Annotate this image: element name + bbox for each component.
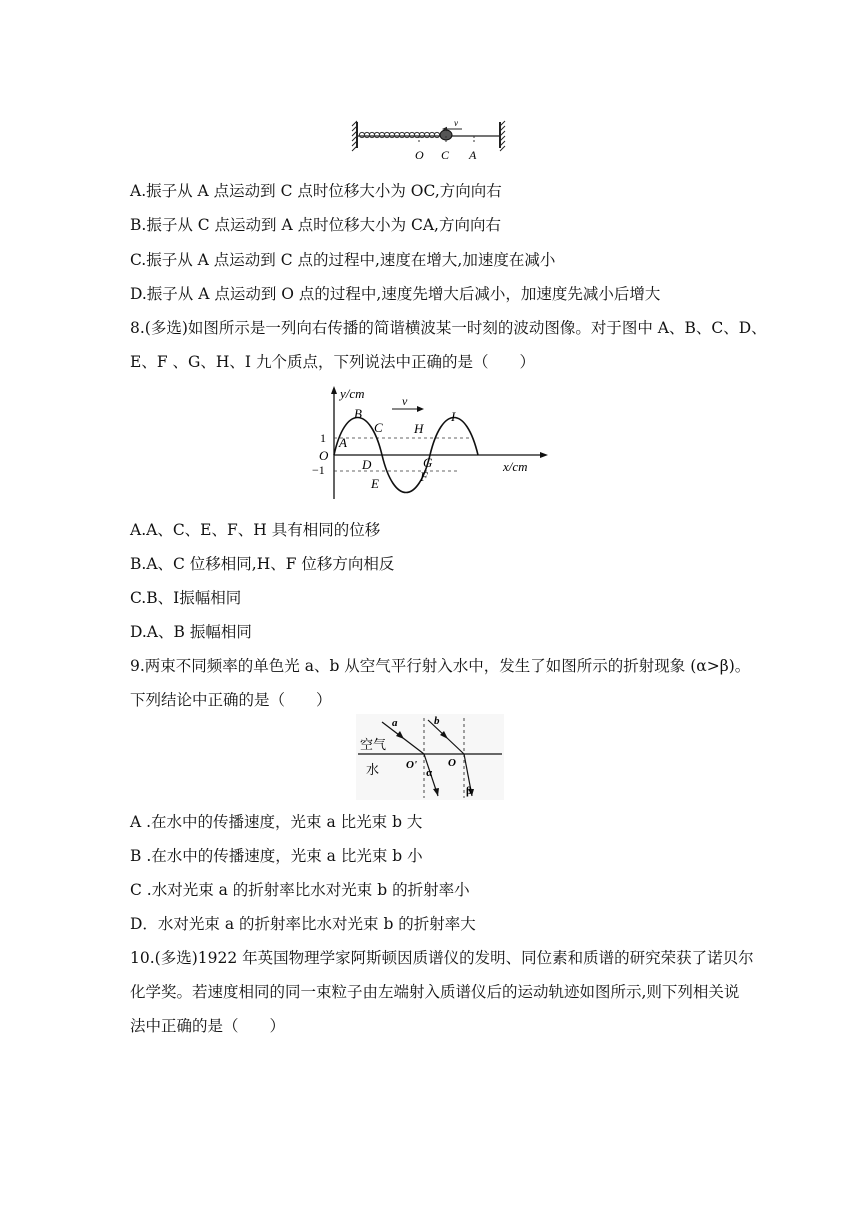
q10-stem-line2: 化学奖。若速度相同的同一束粒子由左端射入质谱仪后的运动轨迹如图所示,则下列相关说 xyxy=(130,983,740,1001)
point-b: B xyxy=(354,406,362,421)
water-label: 水 xyxy=(366,762,380,777)
q9-stem-line2: 下列结论中正确的是（ ） xyxy=(130,691,332,709)
q10-stem-line1: 10.(多选)1922 年英国物理学家阿斯顿因质谱仪的发明、同位素和质谱的研究荣获了诺贝尔 xyxy=(130,949,754,967)
q7-option-c: C.振子从 A 点运动到 C 点的过程中,速度在增大,加速度在减小 xyxy=(130,251,556,269)
ray-b-label: b xyxy=(434,715,440,727)
q8-option-a: A.A、C、E、F、H 具有相同的位移 xyxy=(130,521,381,539)
q10-stem-line3: 法中正确的是（ ） xyxy=(130,1017,286,1035)
velocity-label: v xyxy=(454,118,458,128)
q9-option-c: C .水对光束 a 的折射率比水对光束 b 的折射率小 xyxy=(130,881,470,899)
point-h: H xyxy=(414,421,424,436)
q8-stem-line1: 8.(多选)如图所示是一列向右传播的简谐横波某一时刻的波动图像。对于图中 A、B、C、D、 xyxy=(130,319,767,337)
point-i: I xyxy=(451,409,456,424)
spring-oscillator-figure xyxy=(350,118,510,166)
point-e: E xyxy=(371,476,379,491)
refraction-figure xyxy=(356,714,504,800)
tick-minus-1: −1 xyxy=(312,463,325,477)
oscillator-ball xyxy=(440,130,452,140)
y-axis-label: y/cm xyxy=(340,386,365,401)
o-prime-label: O' xyxy=(406,759,417,771)
alpha-label: α xyxy=(426,767,433,779)
q9-option-b: B .在水中的传播速度，光束 a 比光束 b 小 xyxy=(130,847,423,865)
q7-option-a: A.振子从 A 点运动到 C 点时位移大小为 OC,方向向右 xyxy=(130,182,502,200)
o-label: O xyxy=(448,757,456,769)
q8-option-c: C.B、Ⅰ振幅相同 xyxy=(130,589,242,607)
tick-1: 1 xyxy=(320,431,326,445)
q8-stem-line2: E、F 、G、H、I 九个质点，下列说法中正确的是（ ） xyxy=(130,353,535,371)
q8-option-d: D.A、B 振幅相同 xyxy=(130,623,252,641)
q7-option-b: B.振子从 C 点运动到 A 点时位移大小为 CA,方向向右 xyxy=(130,216,501,234)
point-f: F xyxy=(420,469,428,484)
origin-label: O xyxy=(319,448,329,463)
wave-velocity-label: v xyxy=(402,394,408,408)
label-c: C xyxy=(441,148,450,162)
spring-icon xyxy=(359,132,439,137)
x-axis-label: x/cm xyxy=(503,459,528,474)
point-g: G xyxy=(423,455,433,470)
q9-option-d: D．水对光束 a 的折射率比水对光束 b 的折射率大 xyxy=(130,915,476,933)
wave-graph-figure xyxy=(310,383,550,501)
label-a: A xyxy=(469,148,477,162)
q8-option-b: B.A、C 位移相同,H、F 位移方向相反 xyxy=(130,555,395,573)
q7-option-d: D.振子从 A 点运动到 O 点的过程中,速度先增大后减小，加速度先减小后增大 xyxy=(130,285,661,303)
beta-label: β xyxy=(466,785,472,797)
point-a: A xyxy=(339,435,347,450)
q9-option-a: A .在水中的传播速度，光束 a 比光束 b 大 xyxy=(130,813,423,831)
point-d: D xyxy=(362,457,372,472)
point-c: C xyxy=(374,420,383,435)
ray-a-label: a xyxy=(392,717,398,729)
q9-stem-line1: 9.两束不同频率的单色光 a、b 从空气平行射入水中，发生了如图所示的折射现象 (α>β)。 xyxy=(130,657,751,675)
label-o: O xyxy=(415,148,424,162)
air-label: 空气 xyxy=(360,737,387,752)
